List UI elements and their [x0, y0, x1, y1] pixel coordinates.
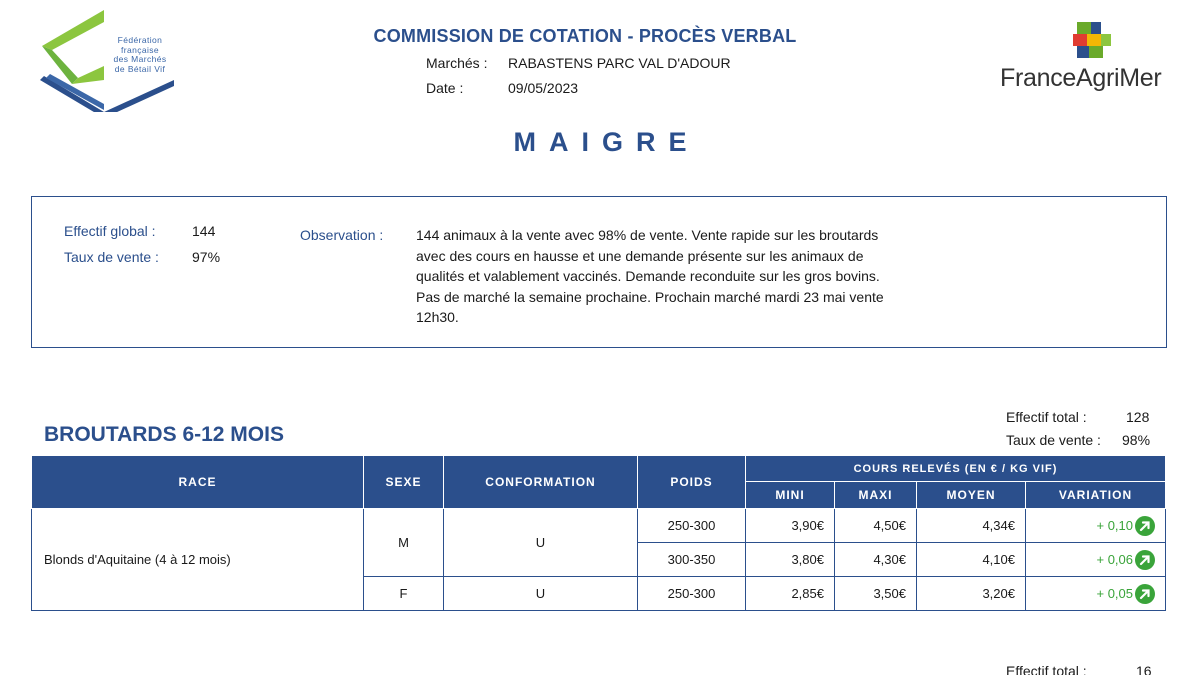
variation-value: + 0,10 [1096, 518, 1133, 533]
observation-label: Observation : [300, 227, 384, 243]
section-title: MAIGRE [513, 127, 700, 157]
poids-cell: 250-300 [638, 509, 746, 543]
sexe-cell: F [364, 577, 444, 611]
conformation-cell: U [444, 577, 638, 611]
header-race: RACE [32, 456, 364, 509]
arrow-up-right-icon [1135, 550, 1155, 570]
date-value: 09/05/2023 [508, 80, 579, 96]
header-cours: COURS RELEVÉS (EN € / KG VIF) [746, 456, 1166, 482]
variation-value: + 0,05 [1096, 586, 1133, 601]
conformation-cell: U [444, 509, 638, 577]
effectif-global-value: 144 [192, 223, 216, 239]
market-value: RABASTENS PARC VAL D'ADOUR [508, 55, 731, 71]
date-label: Date : [426, 80, 464, 96]
franceagrimer-logo [995, 20, 1170, 100]
logo-line-4: de Bétail Vif [114, 63, 166, 74]
moyen-cell: 4,34€ [917, 509, 1026, 543]
effectif-global-label: Effectif global : [64, 223, 156, 239]
poids-cell: 300-350 [638, 543, 746, 577]
federation-logo [34, 8, 184, 112]
broutards-taux-label: Taux de vente : [1006, 432, 1101, 448]
observation-text: 144 animaux à la vente avec 98% de vente. Vente rapide sur les broutards avec des cours en hausse et une demande présente sur les animaux de qualités et valablement vaccinés. Demande reconduite sur les gros bovins. Pas de marché la semaine prochaine. Prochain marché mardi 23 mai vente 12h30. [416, 227, 884, 325]
header-sexe: SEXE [364, 456, 444, 509]
table-row [32, 509, 1166, 543]
franceagrimer-logo-mark [995, 20, 1170, 64]
document-title: COMMISSION DE COTATION - PROCÈS VERBAL [373, 26, 797, 46]
arrow-up-right-icon [1135, 516, 1155, 536]
header-poids: POIDS [638, 456, 746, 509]
header-mini: MINI [746, 482, 835, 509]
observation-box [31, 196, 1167, 348]
race-cell: Blonds d'Aquitaine (4 à 12 mois) [32, 509, 364, 611]
maxi-cell: 4,50€ [835, 509, 917, 543]
poids-cell: 250-300 [638, 577, 746, 611]
header-conformation: CONFORMATION [444, 456, 638, 509]
next-effectif-value: 16 [1136, 663, 1152, 675]
maxi-cell: 3,50€ [835, 577, 917, 611]
mini-cell: 3,80€ [746, 543, 835, 577]
next-effectif-label: Effectif total : [1006, 663, 1087, 675]
federation-logo-text [104, 36, 176, 74]
broutards-taux-value: 98% [1122, 432, 1151, 448]
variation-cell [1026, 543, 1166, 577]
variation-value: + 0,06 [1096, 552, 1133, 567]
broutards-effectif-value: 128 [1126, 409, 1150, 425]
moyen-cell: 3,20€ [917, 577, 1026, 611]
mini-cell: 2,85€ [746, 577, 835, 611]
broutards-table [31, 455, 1166, 611]
broutards-effectif-label: Effectif total : [1006, 409, 1087, 425]
header-maxi: MAXI [835, 482, 917, 509]
franceagrimer-logo-text: FranceAgriMer [1000, 64, 1162, 92]
variation-cell [1026, 509, 1166, 543]
moyen-cell: 4,10€ [917, 543, 1026, 577]
logo-line-2: française [120, 44, 160, 55]
maxi-cell: 4,30€ [835, 543, 917, 577]
taux-vente-label: Taux de vente : [64, 249, 159, 265]
arrow-up-right-icon [1135, 584, 1155, 604]
logo-line-1: Fédération [117, 35, 163, 45]
header-variation: VARIATION [1026, 482, 1166, 509]
mini-cell: 3,90€ [746, 509, 835, 543]
market-label: Marchés : [426, 55, 488, 71]
sexe-cell: M [364, 509, 444, 577]
taux-vente-value: 97% [192, 249, 221, 265]
header-moyen: MOYEN [917, 482, 1026, 509]
broutards-title: BROUTARDS 6-12 MOIS [44, 423, 284, 446]
variation-cell [1026, 577, 1166, 611]
logo-line-3: des Marchés [113, 54, 167, 64]
